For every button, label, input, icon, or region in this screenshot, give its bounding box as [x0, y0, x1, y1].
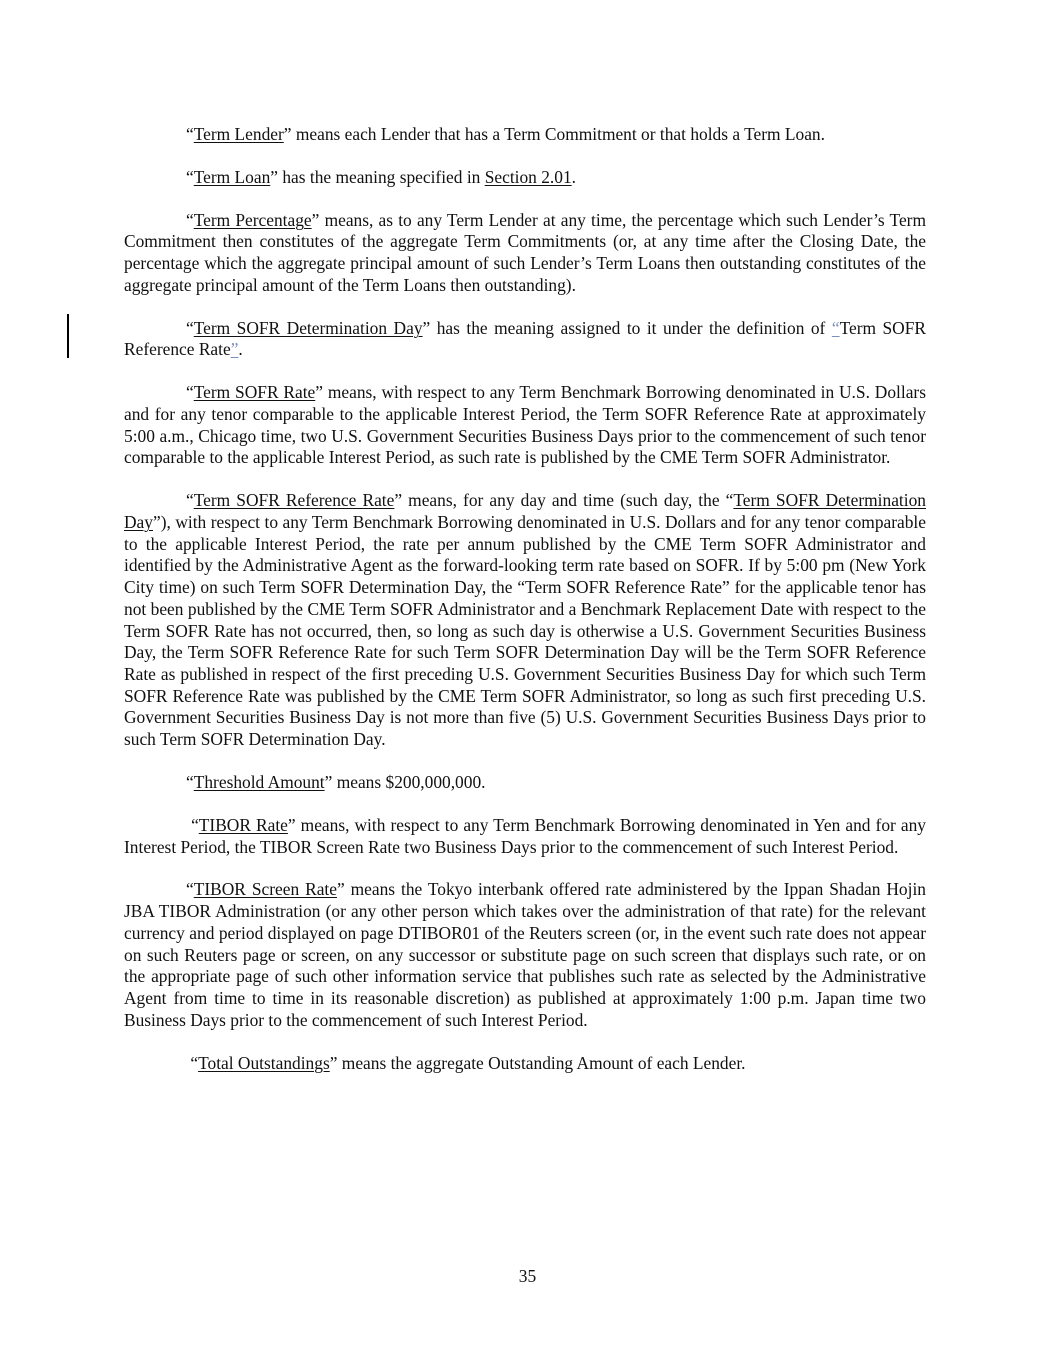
- definition-term-sofr-rate: “Term SOFR Rate” means, with respect to any Term Benchmark Borrowing denominated in U.S. Dollars and for any tenor comparable to the applicable Interest Period, the Term SOFR Reference Rate at approximately 5:00 a.m., Chicago time, two U.S. Government Securities Business Days prior to the commencement of such tenor comparable to the applicable Interest Period, as such rate is published by the CME Term SOFR Administrator.: [124, 382, 926, 468]
- defined-term: Term Percentage: [193, 209, 312, 230]
- page-number: 35: [518, 1266, 537, 1286]
- definition-term-sofr-determination-day: “Term SOFR Determination Day” has the meaning assigned to it under the definition of “Term SOFR Reference Rate”.: [124, 317, 926, 360]
- defined-term: Term SOFR Reference Rate: [193, 490, 395, 511]
- revised-quote-mark: ”: [230, 339, 239, 360]
- definition-total-outstandings: “Total Outstandings” means the aggregate Outstanding Amount of each Lender.: [190, 1052, 746, 1073]
- definition-term-lender: “Term Lender” means each Lender that has a Term Commitment or that holds a Term Loan.: [186, 124, 825, 144]
- definition-term-loan: “Term Loan” has the meaning specified in Section 2.01.: [186, 166, 577, 187]
- defined-term: TIBOR Screen Rate: [193, 879, 337, 900]
- document-page: [124, 124, 926, 1095]
- revised-quote-mark: “: [831, 317, 840, 338]
- defined-term-inline: Term SOFR Determination Day: [124, 490, 926, 533]
- defined-term: Term SOFR Determination Day: [193, 317, 423, 338]
- revision-bar: [67, 314, 69, 358]
- section-reference: Section 2.01: [484, 166, 572, 187]
- defined-term: Term Loan: [193, 166, 271, 187]
- definition-term-percentage: “Term Percentage” means, as to any Term Lender at any time, the percentage which such Lender’s Term Commitment then constitutes of the aggregate Term Commitments (or, at any time after the Closing Date, the percentage which the aggregate principal amount of such Lender’s Term Loans then outstanding constitutes of the aggregate principal amount of the Term Loans then outstanding).: [124, 209, 926, 295]
- defined-term: Total Outstandings: [198, 1052, 330, 1073]
- definition-term-sofr-reference-rate: “Term SOFR Reference Rate” means, for any day and time (such day, the “Term SOFR Determination Day”), with respect to any Term Benchmark Borrowing denominated in U.S. Dollars and for any tenor comparable to the applicable Interest Period, the rate per annum published by the CME Term SOFR Administrator and identified by the Administrative Agent as the forward-looking term rate based on SOFR. If by 5:00 pm (New York City time) on such Term SOFR Determination Day, the “Term SOFR Reference Rate” for the applicable tenor has not been published by the CME Term SOFR Administrator and a Benchmark Replacement Date with respect to the Term SOFR Rate has not occurred, then, so long as such day is otherwise a U.S. Government Securities Business Day, the Term SOFR Reference Rate for such Term SOFR Determination Day will be the Term SOFR Reference Rate as published in respect of the first preceding U.S. Government Securities Business Day for which such Term SOFR Reference Rate was published by the CME Term SOFR Administrator, so long as such first preceding U.S. Government Securities Business Day is not more than five (5) U.S. Government Securities Business Days prior to such Term SOFR Determination Day.: [124, 490, 926, 750]
- definition-tibor-screen-rate: “TIBOR Screen Rate” means the Tokyo interbank offered rate administered by the Ippan Shadan Hojin JBA TIBOR Administration (or any other person which takes over the administration of that rate) for the relevant currency and period displayed on page DTIBOR01 of the Reuters screen (or, in the event such rate does not appear on such Reuters page or screen, on any successor or substitute page on such screen that displays such rate, or on the appropriate page of such other information service that publishes such rate as selected by the Administrative Agent from time to time in its reasonable discretion) as published at approximately 1:00 p.m. Japan time two Business Days prior to the commencement of such Interest Period.: [124, 879, 926, 1030]
- defined-term: TIBOR Rate: [198, 814, 288, 835]
- definition-tibor-rate: “TIBOR Rate” means, with respect to any Term Benchmark Borrowing denominated in Yen and for any Interest Period, the TIBOR Screen Rate two Business Days prior to the commencement of such Interest Period.: [124, 814, 926, 857]
- defined-term: Threshold Amount: [193, 772, 325, 792]
- defined-term: Term Lender: [193, 124, 284, 144]
- defined-term: Term SOFR Rate: [193, 382, 316, 403]
- definition-threshold-amount: “Threshold Amount” means $200,000,000.: [186, 772, 486, 792]
